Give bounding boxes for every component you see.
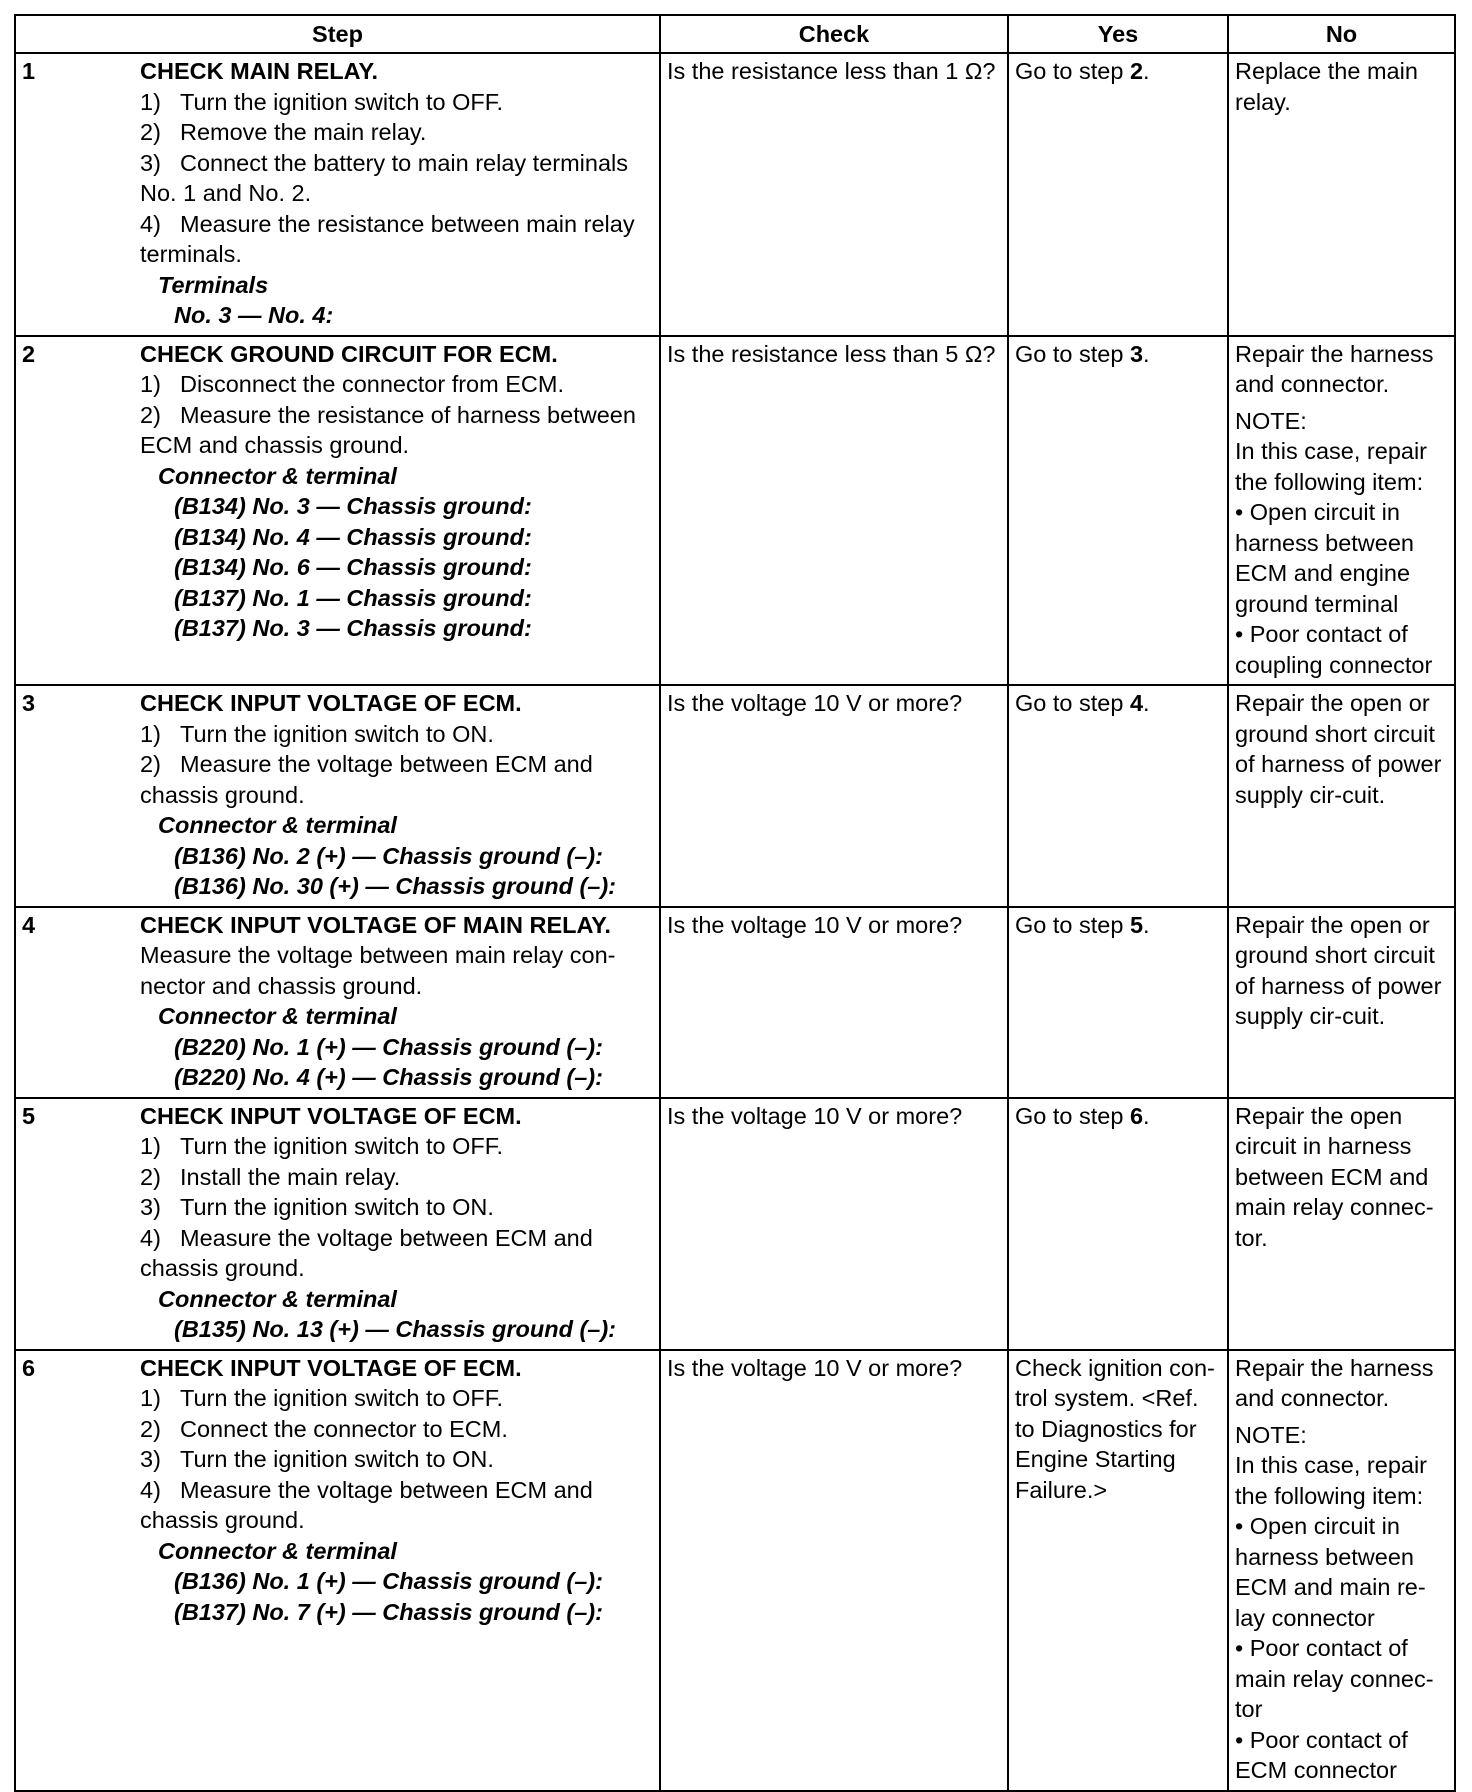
terminal-spec: (B220) No. 1 (+) — Chassis ground (–):: [174, 1033, 603, 1060]
instruction: 4) Measure the resistance between main relay terminals.: [140, 210, 635, 267]
terminal-spec: (B135) No. 13 (+) — Chassis ground (–):: [174, 1316, 617, 1342]
instruction: 2) Install the main relay.: [140, 1163, 401, 1190]
step-number: 6: [22, 1354, 36, 1381]
terminal-spec: (B136) No. 2 (+) — Chassis ground (–):: [174, 842, 603, 869]
step-cell: [15, 336, 660, 686]
remedy-text: Repair the harness and connector.: [1235, 1354, 1434, 1411]
terminal-spec: (B136) No. 30 (+) — Chassis ground (–):: [174, 873, 617, 899]
note-item: • Poor contact of ECM connector: [1235, 1726, 1408, 1783]
terminal-spec: No. 3 — No. 4:: [174, 302, 334, 328]
note-item: • Open circuit in harness between ECM and main re-lay connector: [1235, 1513, 1426, 1631]
diagnostic-table: [14, 14, 1456, 1792]
yes-cell: Go to step 5.: [1008, 907, 1228, 1098]
step-cell: [15, 1350, 660, 1791]
yes-cell: Go to step 2.: [1008, 53, 1228, 336]
yes-cell: Go to step 3.: [1008, 336, 1228, 686]
check-cell: Is the resistance less than 5 Ω?: [660, 336, 1008, 686]
connector-label: Connector & terminal: [158, 1537, 397, 1564]
instruction: 1) Turn the ignition switch to ON.: [140, 720, 494, 747]
no-cell: Repair the open circuit in harness between ECM and main relay connec-tor.: [1228, 1098, 1455, 1350]
header-row: [15, 15, 1455, 53]
header-yes: Yes: [1008, 15, 1228, 53]
instruction: 3) Turn the ignition switch to ON.: [140, 1194, 494, 1220]
terminal-spec: (B134) No. 4 — Chassis ground:: [174, 523, 532, 550]
instruction: 1) Turn the ignition switch to OFF.: [140, 1385, 504, 1411]
instruction: 3) Turn the ignition switch to ON.: [140, 1446, 494, 1472]
check-cell: Is the voltage 10 V or more?: [660, 1350, 1008, 1791]
header-no: No: [1228, 15, 1455, 53]
terminal-spec: (B137) No. 7 (+) — Chassis ground (–):: [174, 1598, 603, 1625]
terminal-spec: (B137) No. 3 — Chassis ground:: [174, 615, 532, 641]
terminal-spec: (B137) No. 1 — Chassis ground:: [174, 584, 532, 611]
no-cell: Repair the open or ground short circuit of harness of power supply cir-cuit.: [1228, 907, 1455, 1098]
step-number: 4: [22, 911, 36, 938]
instruction: 4) Measure the voltage between ECM and chassis ground.: [140, 1476, 593, 1533]
note-label: NOTE:: [1235, 1421, 1307, 1448]
note-label: NOTE:: [1235, 407, 1307, 434]
table-row: [15, 1350, 1455, 1791]
yes-cell: Go to step 6.: [1008, 1098, 1228, 1350]
instruction: 4) Measure the voltage between ECM and chassis ground.: [140, 1224, 593, 1281]
check-cell: Is the resistance less than 1 Ω?: [660, 53, 1008, 336]
connector-label: Connector & terminal: [158, 1003, 397, 1029]
instruction: 2) Remove the main relay.: [140, 119, 427, 145]
note-item: • Poor contact of coupling connector: [1235, 621, 1433, 678]
step-title: CHECK MAIN RELAY.: [140, 58, 379, 84]
table-row: [15, 907, 1455, 1098]
remedy-text: Repair the harness and connector.: [1235, 340, 1434, 397]
instruction: 1) Turn the ignition switch to OFF.: [140, 88, 504, 115]
instruction: 1) Disconnect the connector from ECM.: [140, 371, 564, 397]
terminal-spec: (B220) No. 4 (+) — Chassis ground (–):: [174, 1064, 603, 1090]
no-cell: Replace the main relay.: [1228, 53, 1455, 336]
step-link: 3: [1129, 340, 1144, 367]
table-row: [15, 53, 1455, 336]
step-number: 1: [22, 58, 36, 84]
step-cell: [15, 53, 660, 336]
instruction: 3) Connect the battery to main relay terminals No. 1 and No. 2.: [140, 149, 629, 206]
step-number: 5: [22, 1102, 36, 1129]
table-row: [15, 336, 1455, 686]
step-number: 3: [22, 690, 36, 716]
terminal-spec: (B134) No. 3 — Chassis ground:: [174, 493, 532, 519]
table-row: [15, 1098, 1455, 1350]
note-text: In this case, repair the following item:: [1235, 438, 1428, 495]
step-title: CHECK INPUT VOLTAGE OF ECM.: [140, 690, 522, 716]
step-title: CHECK INPUT VOLTAGE OF ECM.: [140, 1102, 522, 1129]
no-cell: [1228, 336, 1455, 686]
terminal-spec: (B134) No. 6 — Chassis ground:: [174, 554, 532, 580]
instruction: Measure the voltage between main relay con-nector and chassis ground.: [140, 942, 616, 999]
table-row: [15, 685, 1455, 907]
step-link: 4: [1129, 690, 1144, 716]
header-step: Step: [15, 15, 660, 53]
connector-label: Connector & terminal: [158, 462, 397, 489]
header-check: Check: [660, 15, 1008, 53]
connector-label: Connector & terminal: [158, 1285, 397, 1312]
step-title: CHECK GROUND CIRCUIT FOR ECM.: [140, 340, 558, 367]
step-cell: [15, 1098, 660, 1350]
terminal-label: Terminals: [158, 271, 269, 298]
instruction: 2) Measure the resistance of harness between ECM and chassis ground.: [140, 401, 636, 458]
step-link: 2: [1129, 58, 1144, 84]
yes-cell: Go to step 4.: [1008, 685, 1228, 907]
connector-label: Connector & terminal: [158, 812, 397, 838]
note-item: • Poor contact of main relay connec-tor: [1235, 1635, 1434, 1722]
no-cell: Repair the open or ground short circuit of harness of power supply cir-cuit.: [1228, 685, 1455, 907]
step-cell: [15, 685, 660, 907]
no-cell: [1228, 1350, 1455, 1791]
step-title: CHECK INPUT VOLTAGE OF MAIN RELAY.: [140, 911, 611, 938]
step-link: 5: [1129, 911, 1144, 938]
yes-cell: Check ignition con-trol system. <Ref. to Diagnostics for Engine Starting Failure.>: [1008, 1350, 1228, 1791]
step-number: 2: [22, 340, 36, 367]
instruction: 2) Measure the voltage between ECM and chassis ground.: [140, 751, 593, 808]
step-link: 6: [1129, 1102, 1144, 1129]
step-title: CHECK INPUT VOLTAGE OF ECM.: [140, 1354, 522, 1381]
check-cell: Is the voltage 10 V or more?: [660, 907, 1008, 1098]
check-cell: Is the voltage 10 V or more?: [660, 685, 1008, 907]
check-cell: Is the voltage 10 V or more?: [660, 1098, 1008, 1350]
instruction: 2) Connect the connector to ECM.: [140, 1415, 508, 1442]
terminal-spec: (B136) No. 1 (+) — Chassis ground (–):: [174, 1568, 603, 1594]
instruction: 1) Turn the ignition switch to OFF.: [140, 1133, 504, 1159]
step-cell: [15, 907, 660, 1098]
note-text: In this case, repair the following item:: [1235, 1452, 1428, 1509]
note-item: • Open circuit in harness between ECM and engine ground terminal: [1235, 499, 1414, 617]
